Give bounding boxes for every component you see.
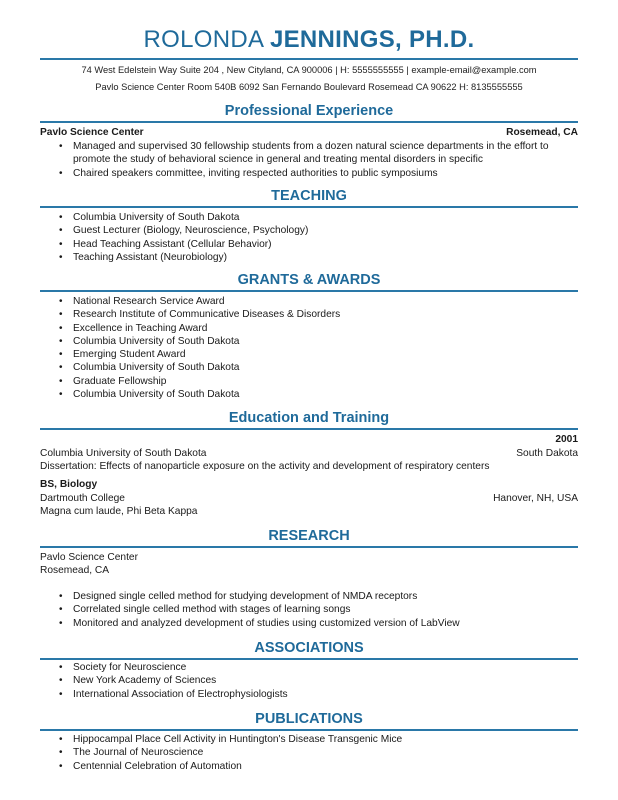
associations-heading: ASSOCIATIONS [254, 640, 364, 656]
list-item-continuation: promote the study of behavioral science in general and treating mental disorders in specific [73, 154, 483, 166]
first-name: ROLONDA [143, 26, 263, 53]
research-divider [40, 546, 578, 548]
teaching-list [40, 211, 578, 264]
list-item: • Columbia University of South Dakota [40, 388, 578, 401]
publications-heading: PUBLICATIONS [255, 711, 363, 727]
research-list [40, 590, 578, 630]
list-item: • Monitored and analyzed development of studies using customized version of LabView [40, 617, 578, 630]
list-item: • Managed and supervised 30 fellowship students from a dozen natural science departments in the effort to [40, 140, 578, 153]
list-item: • Chaired speakers committee, inviting respected authorities to public symposiums [40, 167, 578, 180]
experience-bullets [40, 140, 578, 180]
associations-divider [40, 658, 578, 660]
research-org: Pavlo Science Center [40, 552, 138, 563]
experience-divider [40, 121, 578, 123]
list-item: • Graduate Fellowship [40, 375, 578, 388]
education-divider [40, 428, 578, 430]
list-item: • Columbia University of South Dakota [40, 211, 578, 224]
list-item: • Columbia University of South Dakota [40, 335, 578, 348]
experience-employer-row [40, 126, 578, 139]
education-school-location: South Dakota [516, 448, 578, 459]
publications-divider [40, 729, 578, 731]
education-college-row [40, 492, 578, 505]
list-item: • International Association of Electrophysiologists [40, 688, 578, 701]
experience-location: Rosemead, CA [506, 127, 578, 138]
education-school: Columbia University of South Dakota [40, 448, 207, 459]
contact-line-1: 74 West Edelstein Way Suite 204 , New Cityland, CA 900006 | H: 5555555555 | example-email@example.com [81, 65, 537, 75]
list-item: • Society for Neuroscience [40, 661, 578, 674]
teaching-divider [40, 206, 578, 208]
education-heading: Education and Training [228, 410, 390, 426]
list-item: • Head Teaching Assistant (Cellular Behavior) [40, 238, 578, 251]
publications-list [40, 733, 578, 773]
list-item: • Columbia University of South Dakota [40, 361, 578, 374]
education-college: Dartmouth College [40, 493, 125, 504]
experience-heading: Professional Experience [224, 103, 394, 119]
list-item: • Emerging Student Award [40, 348, 578, 361]
education-honors: Magna cum laude, Phi Beta Kappa [40, 506, 198, 517]
experience-employer: Pavlo Science Center [40, 127, 144, 138]
teaching-heading: TEACHING [271, 188, 347, 204]
grants-list [40, 295, 578, 401]
candidate-name [0, 26, 618, 54]
education-college-location: Hanover, NH, USA [493, 493, 578, 504]
list-item: • Hippocampal Place Cell Activity in Huntington's Disease Transgenic Mice [40, 733, 578, 746]
header-divider [40, 58, 578, 60]
list-item: • Guest Lecturer (Biology, Neuroscience, Psychology) [40, 224, 578, 237]
list-item: • The Journal of Neuroscience [40, 746, 578, 759]
list-item: • Designed single celled method for studying development of NMDA receptors [40, 590, 578, 603]
list-item: • Excellence in Teaching Award [40, 322, 578, 335]
list-item: • Centennial Celebration of Automation [40, 760, 578, 773]
contact-line-2: Pavlo Science Center Room 540B 6092 San Fernando Boulevard Rosemead CA 90622 H: 8135555555 [95, 82, 523, 92]
education-school-row [40, 447, 578, 460]
education-year: 2001 [555, 434, 578, 445]
list-item: • New York Academy of Sciences [40, 674, 578, 687]
research-heading: RESEARCH [268, 528, 350, 544]
education-degree: BS, Biology [40, 479, 98, 490]
associations-list [40, 661, 578, 701]
list-item: • Correlated single celled method with stages of learning songs [40, 603, 578, 616]
last-name: JENNINGS, PH.D. [269, 26, 475, 53]
list-item: • Research Institute of Communicative Diseases & Disorders [40, 308, 578, 321]
education-dissertation: Dissertation: Effects of nanoparticle exposure on the activity and development of respiratory centers [40, 461, 490, 472]
list-item: • Teaching Assistant (Neurobiology) [40, 251, 578, 264]
list-item: • National Research Service Award [40, 295, 578, 308]
grants-divider [40, 290, 578, 292]
grants-heading: GRANTS & AWARDS [237, 272, 381, 288]
research-location: Rosemead, CA [40, 565, 110, 576]
